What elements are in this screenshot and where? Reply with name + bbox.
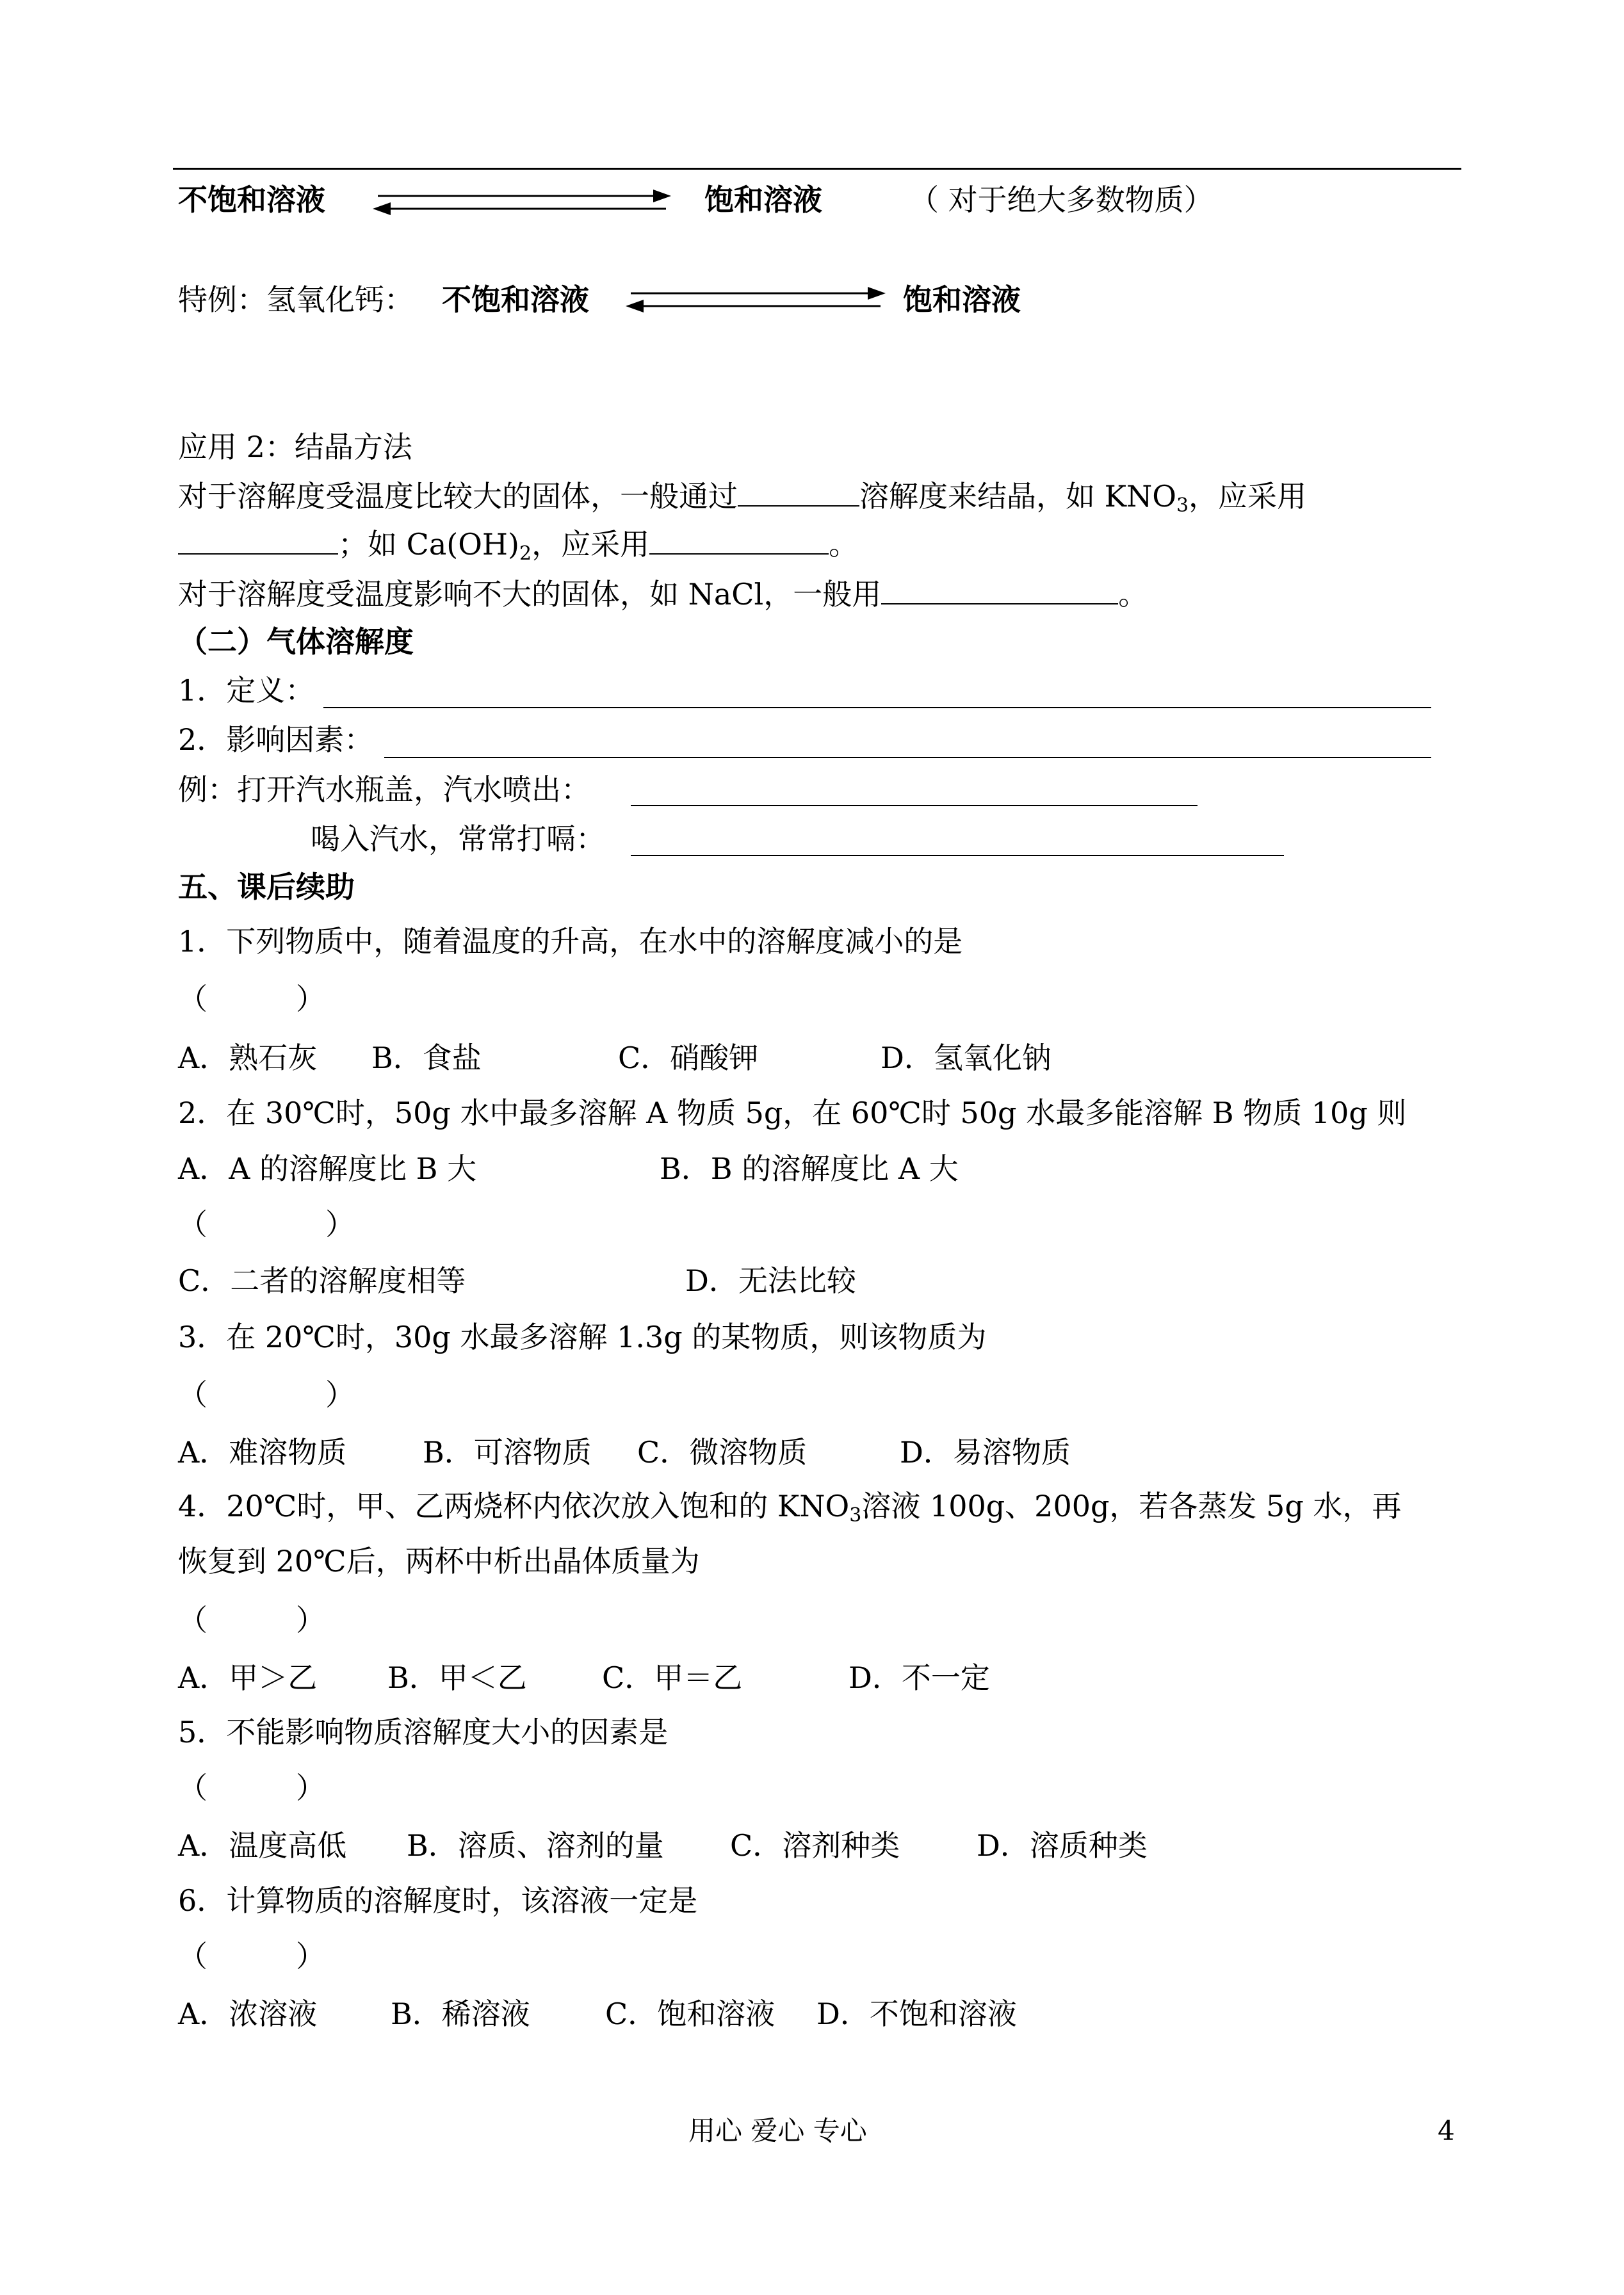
option[interactable]: D．溶质种类 [977,1828,1148,1863]
subscript: 3 [1176,494,1189,517]
subscript: 2 [519,542,532,565]
special-case-left-label: 不饱和溶液 [442,282,589,317]
question-1: 1．下列物质中，随着温度的升高，在水中的溶解度减小的是 [178,924,963,959]
option[interactable]: A．熟石灰 [178,1041,318,1075]
text: ，应采用 [532,527,650,562]
special-case-prefix: 特例：氢氧化钙： [178,282,414,317]
option[interactable]: C．饱和溶液 [605,1997,775,2031]
conversion-right-label: 饱和溶液 [704,182,822,217]
special-case-right-label: 饱和溶液 [903,282,1021,317]
question-5: 5．不能影响物质溶解度大小的因素是 [178,1715,669,1749]
question-4-line1 [178,1487,1401,1525]
option[interactable]: A．温度高低 [178,1828,347,1863]
option[interactable]: D．不一定 [849,1660,990,1695]
option[interactable]: B．溶质、溶剂的量 [407,1828,664,1863]
text: 溶液 100g、200g，若各蒸发 5g 水，再 [861,1489,1402,1523]
option[interactable]: C．二者的溶解度相等 [178,1263,466,1298]
factors-blank[interactable] [384,756,1431,758]
option[interactable]: D．不饱和溶液 [816,1997,1017,2031]
answer-paren[interactable]: （ ） [178,982,325,1016]
application2-title: 应用 2：结晶方法 [178,430,412,464]
fill-blank[interactable] [649,525,829,555]
double-arrow-icon [624,282,887,318]
option[interactable]: B．食盐 [371,1041,482,1075]
conversion-note: （ 对于绝大多数物质） [909,182,1214,217]
text: ，应采用 [1189,479,1307,514]
fill-blank[interactable] [738,477,859,507]
definition-blank[interactable] [323,706,1431,708]
option[interactable]: A．浓溶液 [178,1997,318,2031]
footer-slogan: 用心 爱心 专心 [688,2115,867,2146]
answer-paren[interactable]: （ ） [178,1771,325,1805]
example1-label: 例：打开汽水瓶盖，汽水喷出： [178,772,590,807]
option[interactable]: A．A 的溶解度比 B 大 [178,1151,477,1186]
option[interactable]: B．B 的溶解度比 A 大 [660,1151,959,1186]
question-2: 2．在 30℃时，50g 水中最多溶解 A 物质 5g，在 60℃时 50g 水最多能溶解 B 物质 10g 则 [178,1096,1407,1130]
text: 溶解度来结晶，如 KNO [859,479,1176,514]
option[interactable]: B．稀溶液 [391,1997,530,2031]
answer-paren[interactable]: （ ） [178,1939,325,1974]
answer-paren[interactable]: （ ） [178,1207,355,1242]
gas-solubility-heading: （二）气体溶解度 [178,624,414,659]
option[interactable]: A．难溶物质 [178,1435,347,1470]
fill-blank[interactable] [178,525,338,555]
application2-line2 [178,525,858,564]
text: ；如 Ca(OH) [338,527,519,562]
exercise-heading: 五、课后续助 [178,870,355,904]
question-3: 3．在 20℃时，30g 水最多溶解 1.3g 的某物质，则该物质为 [178,1320,987,1354]
question-6: 6．计算物质的溶解度时，该溶液一定是 [178,1883,698,1918]
text: 4．20℃时，甲、乙两烧杯内依次放入饱和的 KNO [178,1489,850,1523]
definition-label: 1．定义： [178,673,315,708]
text: 。 [829,527,859,562]
application2-line1 [178,477,1306,515]
answer-paren[interactable]: （ ） [178,1377,355,1412]
text: 对于溶解度受温度影响不大的固体，如 NaCl，一般用 [178,577,882,612]
factors-label: 2．影响因素： [178,722,374,757]
option[interactable]: D．氢氧化钠 [881,1041,1052,1075]
option[interactable]: D．无法比较 [685,1263,856,1298]
option[interactable]: C．微溶物质 [637,1435,808,1470]
option[interactable]: C．硝酸钾 [618,1041,759,1075]
text: 对于溶解度受温度比较大的固体，一般通过 [178,479,738,514]
question-4-line2: 恢复到 20℃后，两杯中析出晶体质量为 [178,1544,700,1578]
text: 。 [1118,577,1148,612]
option[interactable]: B．甲＜乙 [387,1660,527,1695]
header-rule [173,168,1461,170]
page-number: 4 [1438,2115,1455,2146]
example1-blank[interactable] [631,804,1198,806]
conversion-left-label: 不饱和溶液 [178,182,325,217]
double-arrow-icon [371,184,672,220]
option[interactable]: B．可溶物质 [423,1435,592,1470]
option[interactable]: C．甲＝乙 [602,1660,743,1695]
option[interactable]: D．易溶物质 [900,1435,1071,1470]
subscript: 3 [849,1504,862,1527]
example2-label: 喝入汽水，常常打嗝： [311,822,605,856]
application2-line3 [178,575,1148,613]
option[interactable]: C．溶剂种类 [730,1828,900,1863]
answer-paren[interactable]: （ ） [178,1603,325,1637]
example2-blank[interactable] [631,854,1284,856]
option[interactable]: A．甲＞乙 [178,1660,318,1695]
fill-blank[interactable] [881,575,1118,604]
